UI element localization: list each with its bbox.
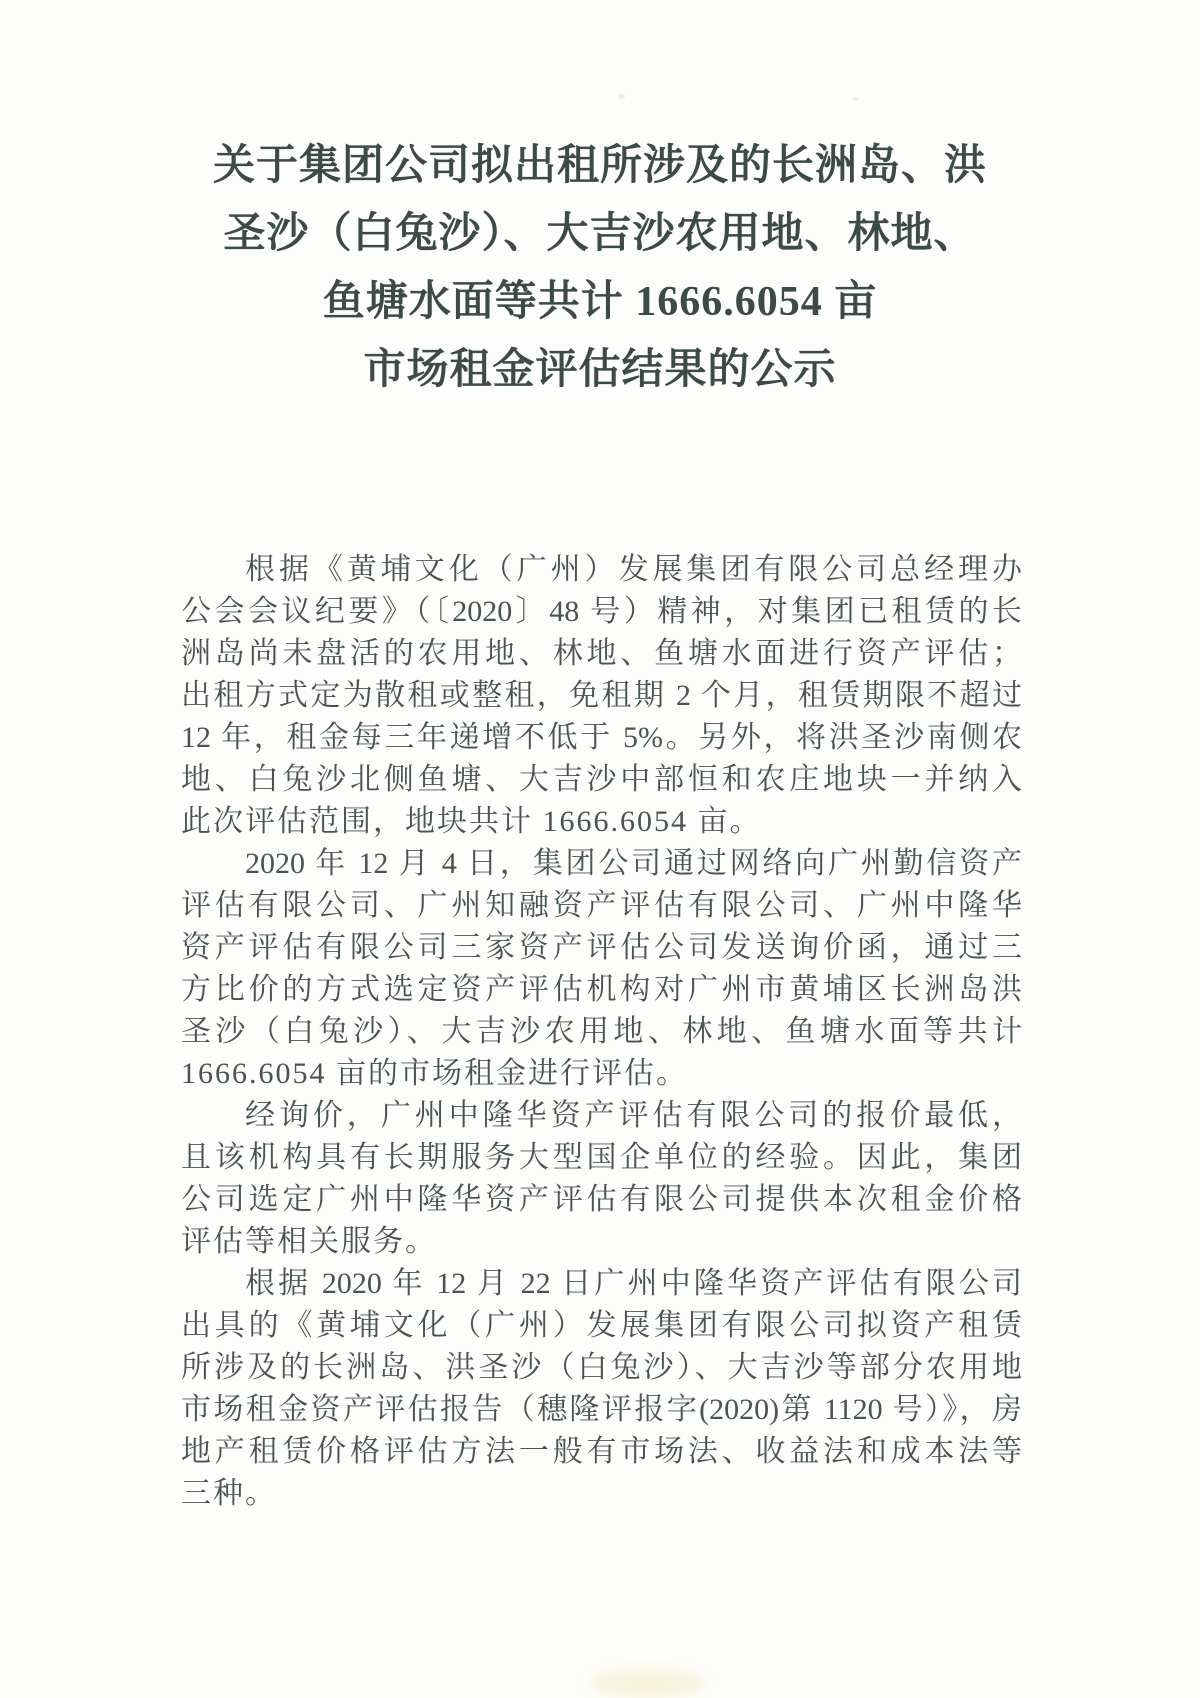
page-title-line: 关于集团公司拟出租所涉及的长洲岛、洪 [212,143,987,189]
page-title-line: 鱼塘水面等共计 1666.6054 亩 [322,279,878,325]
scan-speck [853,97,858,101]
text-line: 根据 2020 年 12 月 22 日广州中隆华资产评估有限公司 [245,1267,1022,1300]
text-line: 2020 年 12 月 4 日，集团公司通过网络向广州勤信资产 [245,847,1022,880]
text-line: 此次评估范围，地块共计 1666.6054 亩。 [181,805,762,838]
page-title-line: 圣沙（白兔沙）、大吉沙农用地、林地、 [223,211,977,257]
text-line: 经询价，广州中隆华资产评估有限公司的报价最低， [245,1099,1022,1132]
text-line: 方比价的方式选定资产评估机构对广州市黄埔区长洲岛洪 [181,973,1022,1006]
text-line: 圣沙（白兔沙）、大吉沙农用地、林地、鱼塘水面等共计 [181,1015,1022,1048]
scan-smudge [590,1668,705,1698]
text-line: 洲岛尚未盘活的农用地、林地、鱼塘水面进行资产评估； [181,637,1022,670]
text-line: 三种。 [181,1477,277,1510]
text-line: 12 年，租金每三年递增不低于 5%。另外，将洪圣沙南侧农 [181,721,1022,754]
text-line: 1666.6054 亩的市场租金进行评估。 [181,1057,688,1090]
text-line: 出具的《黄埔文化（广州）发展集团有限公司拟资产租赁 [181,1309,1022,1342]
paragraph [181,843,1022,1095]
text-line: 出租方式定为散租或整租，免租期 2 个月，租赁期限不超过 [181,679,1022,712]
scan-speck [618,94,625,99]
text-line: 所涉及的长洲岛、洪圣沙（白兔沙）、大吉沙等部分农用地 [181,1351,1022,1384]
text-line: 市场租金资产评估报告（穗隆评报字(2020)第 1120 号）》，房 [181,1393,1022,1426]
page-title-line: 市场租金评估结果的公示 [363,347,837,393]
document-body [181,549,1022,1515]
text-line: 评估等相关服务。 [181,1225,437,1258]
text-line: 评估有限公司、广州知融资产评估有限公司、广州中隆华 [181,889,1022,922]
page-title [0,132,1200,404]
text-line: 资产评估有限公司三家资产评估公司发送询价函，通过三 [181,931,1022,964]
text-line: 根据《黄埔文化（广州）发展集团有限公司总经理办 [245,553,1022,586]
text-line: 公会会议纪要》（〔2020〕48 号）精神，对集团已租赁的长 [181,595,1022,628]
paragraph [181,549,1022,843]
text-line: 地产租赁价格评估方法一般有市场法、收益法和成本法等 [181,1435,1022,1468]
paragraph [181,1263,1022,1515]
text-line: 公司选定广州中隆华资产评估有限公司提供本次租金价格 [181,1183,1022,1216]
text-line: 且该机构具有长期服务大型国企单位的经验。因此，集团 [181,1141,1022,1174]
text-line: 地、白兔沙北侧鱼塘、大吉沙中部恒和农庄地块一并纳入 [181,763,1022,796]
paragraph [181,1095,1022,1263]
